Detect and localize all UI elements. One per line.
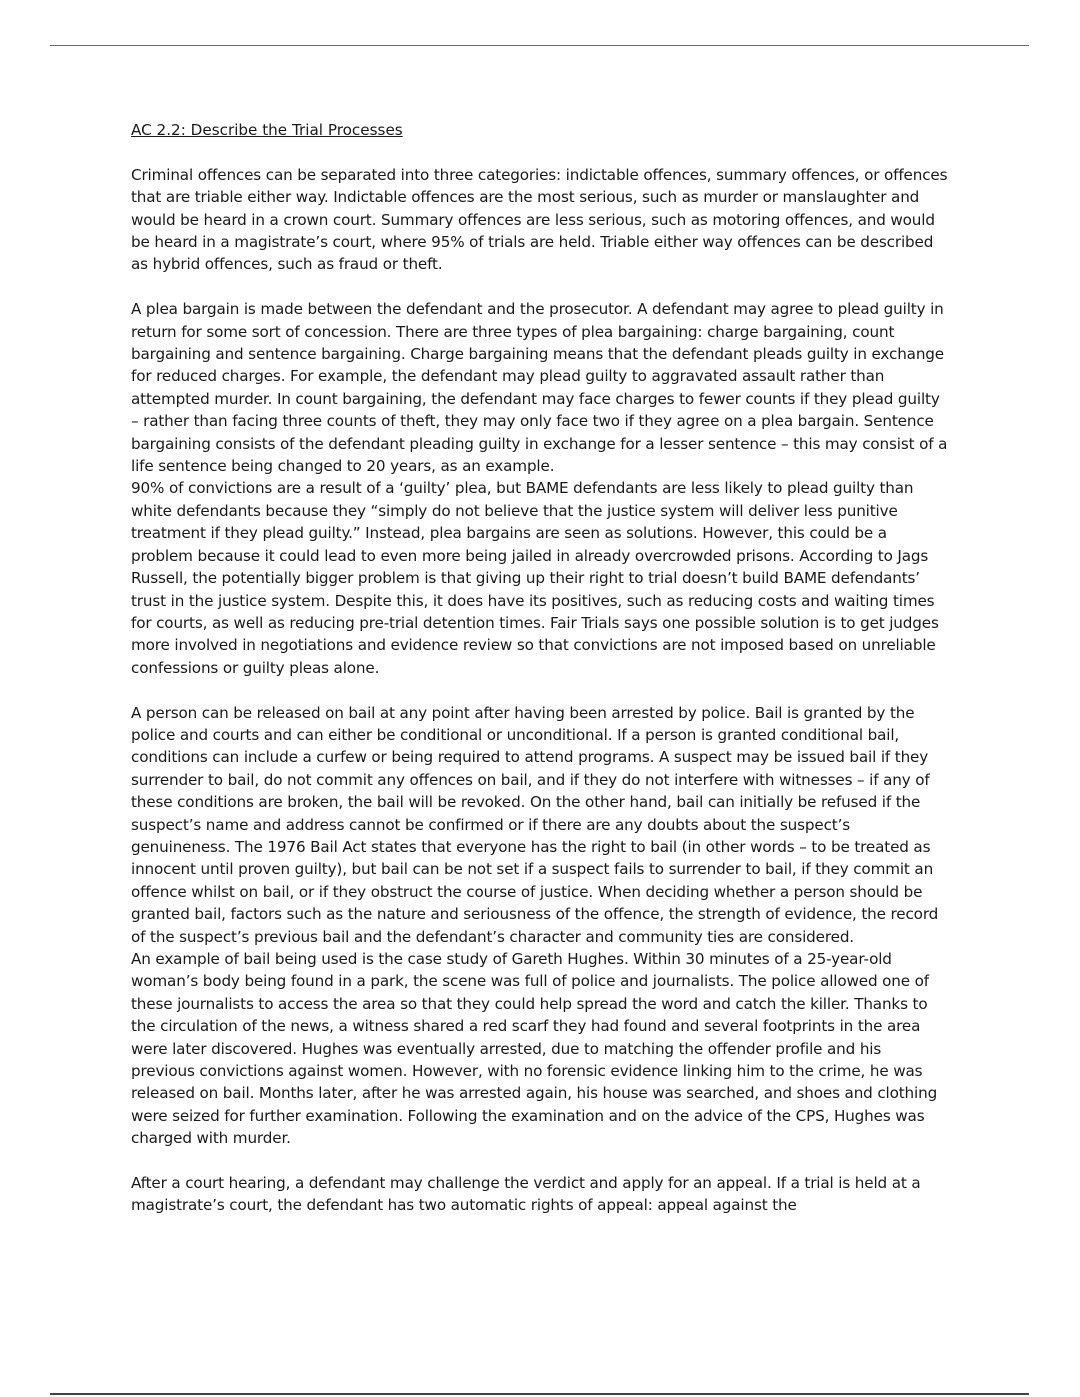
paragraph-bail: A person can be released on bail at any point after having been arrested by police. Bail is granted by the police and courts and can either be conditional or unconditional. If a person is granted conditional bail, conditions can include a curfew or being required to attend programs. A suspect may be issued bail if they surrender to bail, do not commit any offences on bail, and if they do not interfere with witnesses – if any of these conditions are broken, the bail will be revoked. On the other hand, bail can initially be refused if the suspect’s name and address cannot be confirmed or if there are any doubts about the suspect’s genuineness. The 1976 Bail Act states that everyone has the right to bail (in other words – to be treated as innocent until proven guilty), but bail can be not set if a suspect fails to surrender to bail, if they commit an offence whilst on bail, or if they obstruct the course of justice. When deciding whether a person should be granted bail, factors such as the nature and seriousness of the offence, the strength of evidence, the record of the suspect’s previous bail and the defendant’s character and community ties are considered. (131, 703, 939, 946)
footer-rule (50, 1393, 1029, 1395)
paragraph-gareth-hughes-case: An example of bail being used is the case study of Gareth Hughes. Within 30 minutes of a 25-year-old woman’s body being found in a park, the scene was full of police and journalists. The police allowed one of these journalists to access the area so that they could help spread the word and catch the killer. Thanks to the circulation of the news, a witness shared a red scarf they had found and several footprints in the area were later discovered. Hughes was eventually arrested, due to matching the offender profile and his previous convictions against women. However, with no forensic evidence linking him to the crime, he was released on bail. Months later, after he was arrested again, his house was searched, and shoes and clothing were seized for further examination. Following the examination and on the advice of the CPS, Hughes was charged with murder. (131, 949, 938, 1148)
paragraph-guilty-plea-statistics: 90% of convictions are a result of a ‘guilty’ plea, but BAME defendants are less likely to plead guilty than white defendants because they “simply do not believe that the justice system will deliver less punitive treatment if they plead guilty.” Instead, plea bargains are seen as solutions. However, this could be a problem because it could lead to even more being jailed in already overcrowded prisons. According to Jags Russell, the potentially bigger problem is that giving up their right to trial doesn’t build BAME defendants’ trust in the justice system. Despite this, it does have its positives, such as reducing costs and waiting times for courts, as well as reducing pre-trial detention times. Fair Trials says one possible solution is to get judges more involved in negotiations and evidence review so that convictions are not imposed based on unreliable confessions or guilty pleas alone. (131, 479, 939, 677)
header-rule (50, 45, 1029, 46)
paragraph-appeals: After a court hearing, a defendant may challenge the verdict and apply for an appeal. If a trial is held at a magistrate’s court, the defendant has two automatic rights of appeal: appeal against the (131, 1174, 921, 1215)
document-body (131, 119, 949, 1217)
page-title: AC 2.2: Describe the Trial Processes (131, 121, 403, 139)
paragraph-offence-categories: Criminal offences can be separated into three categories: indictable offences, summary offences, or offences that are triable either way. Indictable offences are the most serious, such as murder or manslaughter and would be heard in a crown court. Summary offences are less serious, such as motoring offences, and would be heard in a magistrate’s court, where 95% of trials are held. Triable either way offences can be described as hybrid offences, such as fraud or theft. (131, 165, 948, 274)
paragraph-plea-bargain: A plea bargain is made between the defendant and the prosecutor. A defendant may agree to plead guilty in return for some sort of concession. There are three types of plea bargaining: charge bargaining, count bargaining and sentence bargaining. Charge bargaining means that the defendant pleads guilty in exchange for reduced charges. For example, the defendant may plead guilty to aggravated assault rather than attempted murder. In count bargaining, the defendant may face charges to fewer counts if they plead guilty – rather than facing three counts of theft, they may only face two if they agree on a plea bargain. Sentence bargaining consists of the defendant pleading guilty in exchange for a lesser sentence – this may consist of a life sentence being changed to 20 years, as an example. (131, 300, 948, 476)
